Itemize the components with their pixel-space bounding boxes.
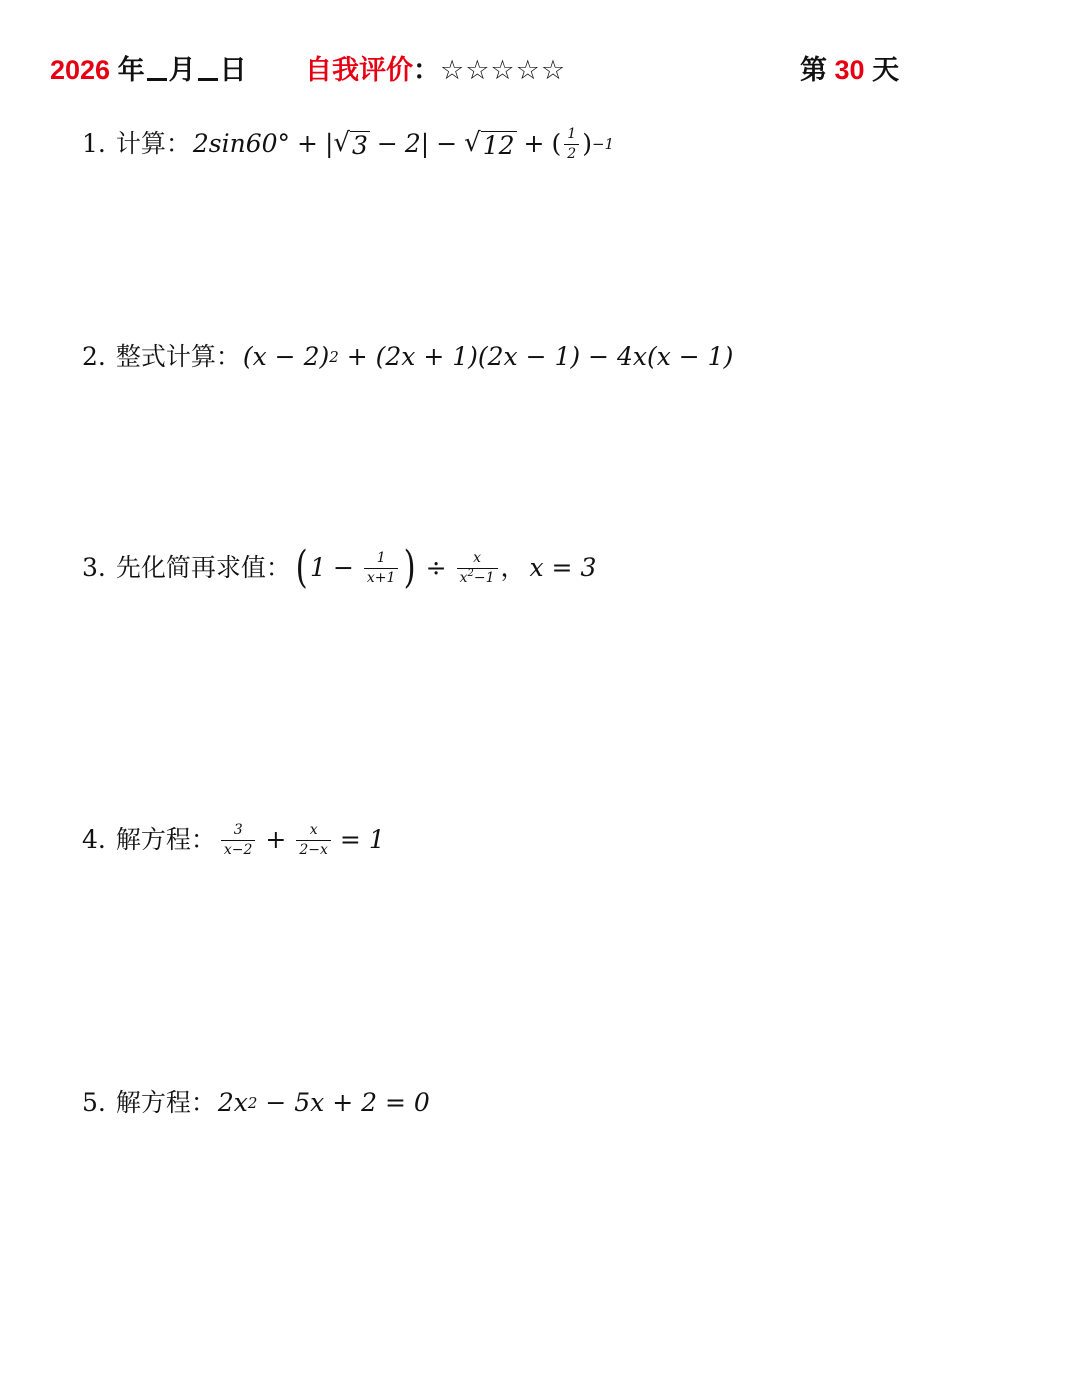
abs-close: | [420, 129, 430, 158]
date-line [50, 48, 247, 92]
problem-2 [82, 337, 733, 377]
minus-sign: − [376, 129, 398, 158]
problem-expression [293, 542, 597, 593]
self-eval-colon: ： [413, 55, 440, 85]
problem-label: 解方程： [115, 1088, 216, 1117]
expression-head: (x − 2) [242, 342, 330, 371]
problem-number: 4. [82, 825, 106, 854]
big-paren-close: ) [404, 542, 417, 593]
rating-stars-icon[interactable]: ☆☆☆☆☆ [440, 55, 567, 85]
day-blank[interactable] [198, 56, 218, 81]
year-char: 年 [117, 55, 145, 85]
problem-4 [82, 820, 385, 860]
day-number: 30 [834, 55, 865, 85]
abs-open: | [324, 129, 334, 158]
fraction-half: $\frac{1}{2}$ [564, 127, 579, 162]
problem-label: 先化简再求值： [115, 553, 291, 582]
sqrt-12: √ 12 [464, 128, 515, 160]
radical-icon: √ [464, 128, 481, 158]
self-eval-label: 自我评价 [305, 55, 413, 85]
self-evaluation [305, 48, 566, 92]
problem-expression: (x − 2) 2 + (2x + 1)(2x − 1) − 4x(x − 1) [243, 337, 733, 377]
problem-1 [82, 124, 614, 164]
paren-close: ) [582, 129, 592, 158]
day-suffix: 天 [872, 55, 900, 85]
problem-number: 3. [82, 553, 106, 582]
plus-sign: + [265, 825, 287, 854]
problem-label: 整式计算： [115, 342, 241, 371]
term-1: 1 [310, 553, 326, 582]
fraction-1-over-x-plus-1: $\frac{1}{x+1}$ [364, 551, 399, 586]
term-2x: 2x [217, 1088, 248, 1117]
problem-expression: 2sin60° + | √ 3 − 2 | − √ 12 + ( $\frac{1}{2}$ ) −1 [193, 124, 614, 164]
month-blank[interactable] [147, 56, 167, 81]
problem-5 [82, 1083, 430, 1123]
month-char: 月 [168, 55, 196, 85]
condition: x = 3 [529, 553, 597, 582]
problem-label: 计算： [115, 129, 191, 158]
worksheet-header [50, 48, 1030, 92]
big-paren-open: ( [295, 542, 308, 593]
fraction-3-over-x-minus-2: $\frac{3}{x-2}$ [221, 823, 256, 858]
expression-rest: + (2x + 1)(2x − 1) − 4x(x − 1) [338, 342, 734, 371]
term-2: 2 [404, 129, 421, 158]
problem-number: 2. [82, 342, 106, 371]
minus-sign: − [436, 129, 458, 158]
divide-sign: ÷ [425, 553, 447, 582]
problem-expression: 2x 2 − 5x + 2 = 0 [218, 1083, 430, 1123]
equation-rest: − 5x + 2 = 0 [257, 1088, 430, 1117]
problem-number: 5. [82, 1088, 106, 1117]
plus-sign: + [523, 129, 545, 158]
paren-open: ( [551, 129, 562, 158]
radical-icon: √ [333, 128, 350, 158]
day-counter [800, 48, 899, 92]
equation-rest: = 1 [339, 825, 385, 854]
plus-sign: + [297, 129, 318, 158]
term-2sin60: 2sin60° [192, 129, 291, 158]
sqrt-3: √ 3 [333, 128, 368, 160]
problem-expression [218, 820, 385, 860]
minus-sign: − [332, 553, 354, 582]
problem-3 [82, 542, 597, 593]
problem-label: 解方程： [115, 825, 216, 854]
problem-number: 1. [82, 129, 106, 158]
comma: ， [500, 553, 526, 582]
fraction-x-over-x2-minus-1: $\frac{x}{x^2-1}$ [457, 551, 498, 586]
fraction-x-over-2-minus-x: $\frac{x}{2-x}$ [296, 823, 331, 858]
day-char: 日 [219, 55, 247, 85]
year: 2026 [50, 55, 111, 85]
day-prefix: 第 [800, 55, 827, 85]
